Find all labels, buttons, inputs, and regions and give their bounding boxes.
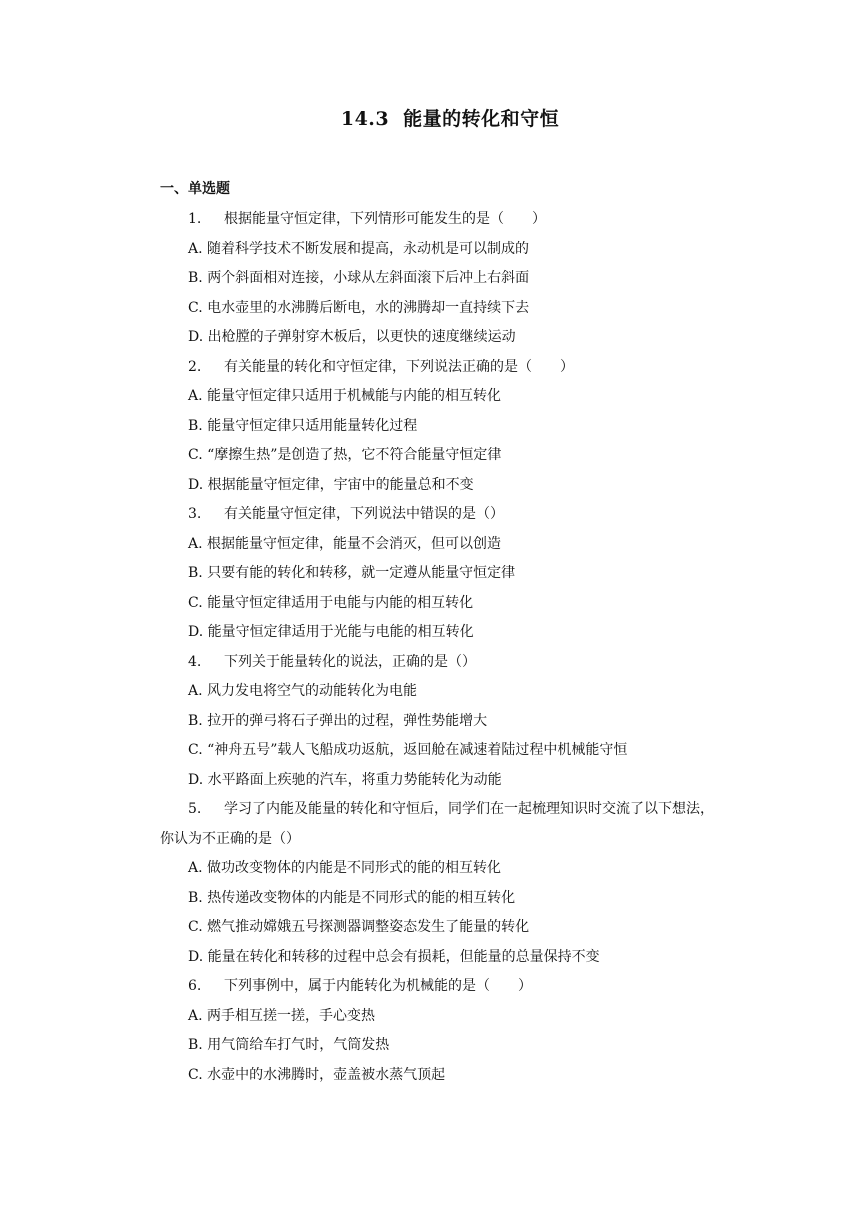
question-3-option-b: B. 只要有能的转化和转移，就一定遵从能量守恒定律 (188, 565, 516, 581)
question-3-option-c: C. 能量守恒定律适用于电能与内能的相互转化 (188, 594, 474, 611)
question-number: 3. (188, 506, 202, 522)
question-number: 1. (188, 211, 202, 227)
question-5-stem (160, 795, 760, 825)
question-text: 下列关于能量转化的说法，正确的是（） (224, 653, 476, 670)
question-text: 有关能量的转化和守恒定律，下列说法正确的是（ ） (224, 358, 574, 375)
question-4-option-a: A. 风力发电将空气的动能转化为电能 (188, 683, 418, 699)
question-6-option-a: A. 两手相互搓一搓，手心变热 (188, 1007, 376, 1024)
section-heading: 一、单选题 (160, 181, 230, 197)
question-1-stem (160, 205, 760, 235)
question-6-option-b: B. 用气筒给车打气时，气筒发热 (188, 1037, 390, 1053)
question-1-option-d: D. 出枪膛的子弹射穿木板后，以更快的速度继续运动 (188, 329, 516, 345)
question-6-stem (160, 972, 760, 1002)
question-1-option-a: A. 随着科学技术不断发展和提高，永动机是可以制成的 (188, 240, 530, 257)
page-title (0, 104, 860, 131)
question-number: 5. (188, 801, 202, 817)
question-4-option-d: D. 水平路面上疾驰的汽车，将重力势能转化为动能 (188, 771, 502, 788)
question-2-stem (160, 353, 760, 383)
question-text: 根据能量守恒定律，下列情形可能发生的是（ ） (224, 211, 546, 227)
question-number: 6. (188, 978, 202, 994)
question-2-option-c: C. “摩擦生热”是创造了热，它不符合能量守恒定律 (188, 447, 502, 463)
question-4-option-b: B. 拉开的弹弓将石子弹出的过程，弹性势能增大 (188, 712, 488, 729)
question-5-option-c: C. 燃气推动嫦娥五号探测器调整姿态发生了能量的转化 (188, 919, 530, 935)
question-text: 有关能量守恒定律，下列说法中错误的是（） (224, 506, 504, 522)
question-3-stem (160, 500, 760, 530)
question-1-option-b: B. 两个斜面相对连接，小球从左斜面滚下后冲上右斜面 (188, 270, 530, 286)
title-text: 能量的转化和守恒 (403, 108, 560, 130)
title-number: 14.3 (340, 108, 390, 130)
question-5-option-d: D. 能量在转化和转移的过程中总会有损耗，但能量的总量保持不变 (188, 948, 600, 965)
question-text: 下列事例中，属于内能转化为机械能的是（ ） (224, 978, 532, 994)
question-1-option-c: C. 电水壶里的水沸腾后断电，水的沸腾却一直持续下去 (188, 299, 530, 316)
question-text-line-1: 学习了内能及能量的转化和守恒后，同学们在一起梳理知识时交流了以下想法， (224, 801, 714, 817)
question-3-option-d: D. 能量守恒定律适用于光能与电能的相互转化 (188, 624, 474, 640)
question-4-option-c: C. “神舟五号”载人飞船成功返航，返回舱在减速着陆过程中机械能守恒 (188, 742, 628, 758)
question-4-stem (160, 648, 760, 678)
question-list (160, 205, 760, 1090)
question-3-option-a: A. 根据能量守恒定律，能量不会消灭，但可以创造 (188, 535, 502, 552)
question-2-option-b: B. 能量守恒定律只适用能量转化过程 (188, 417, 418, 434)
question-2-option-a: A. 能量守恒定律只适用于机械能与内能的相互转化 (188, 388, 502, 404)
question-2-option-d: D. 根据能量守恒定律，宇宙中的能量总和不变 (188, 476, 474, 493)
question-5-option-b: B. 热传递改变物体的内能是不同形式的能的相互转化 (188, 889, 516, 906)
question-number: 4. (188, 653, 202, 670)
question-5-option-a: A. 做功改变物体的内能是不同形式的能的相互转化 (188, 860, 502, 876)
question-5-stem-continuation: 你认为不正确的是（） (160, 830, 300, 847)
question-number: 2. (188, 358, 202, 375)
question-6-option-c: C. 水壶中的水沸腾时，壶盖被水蒸气顶起 (188, 1066, 446, 1083)
